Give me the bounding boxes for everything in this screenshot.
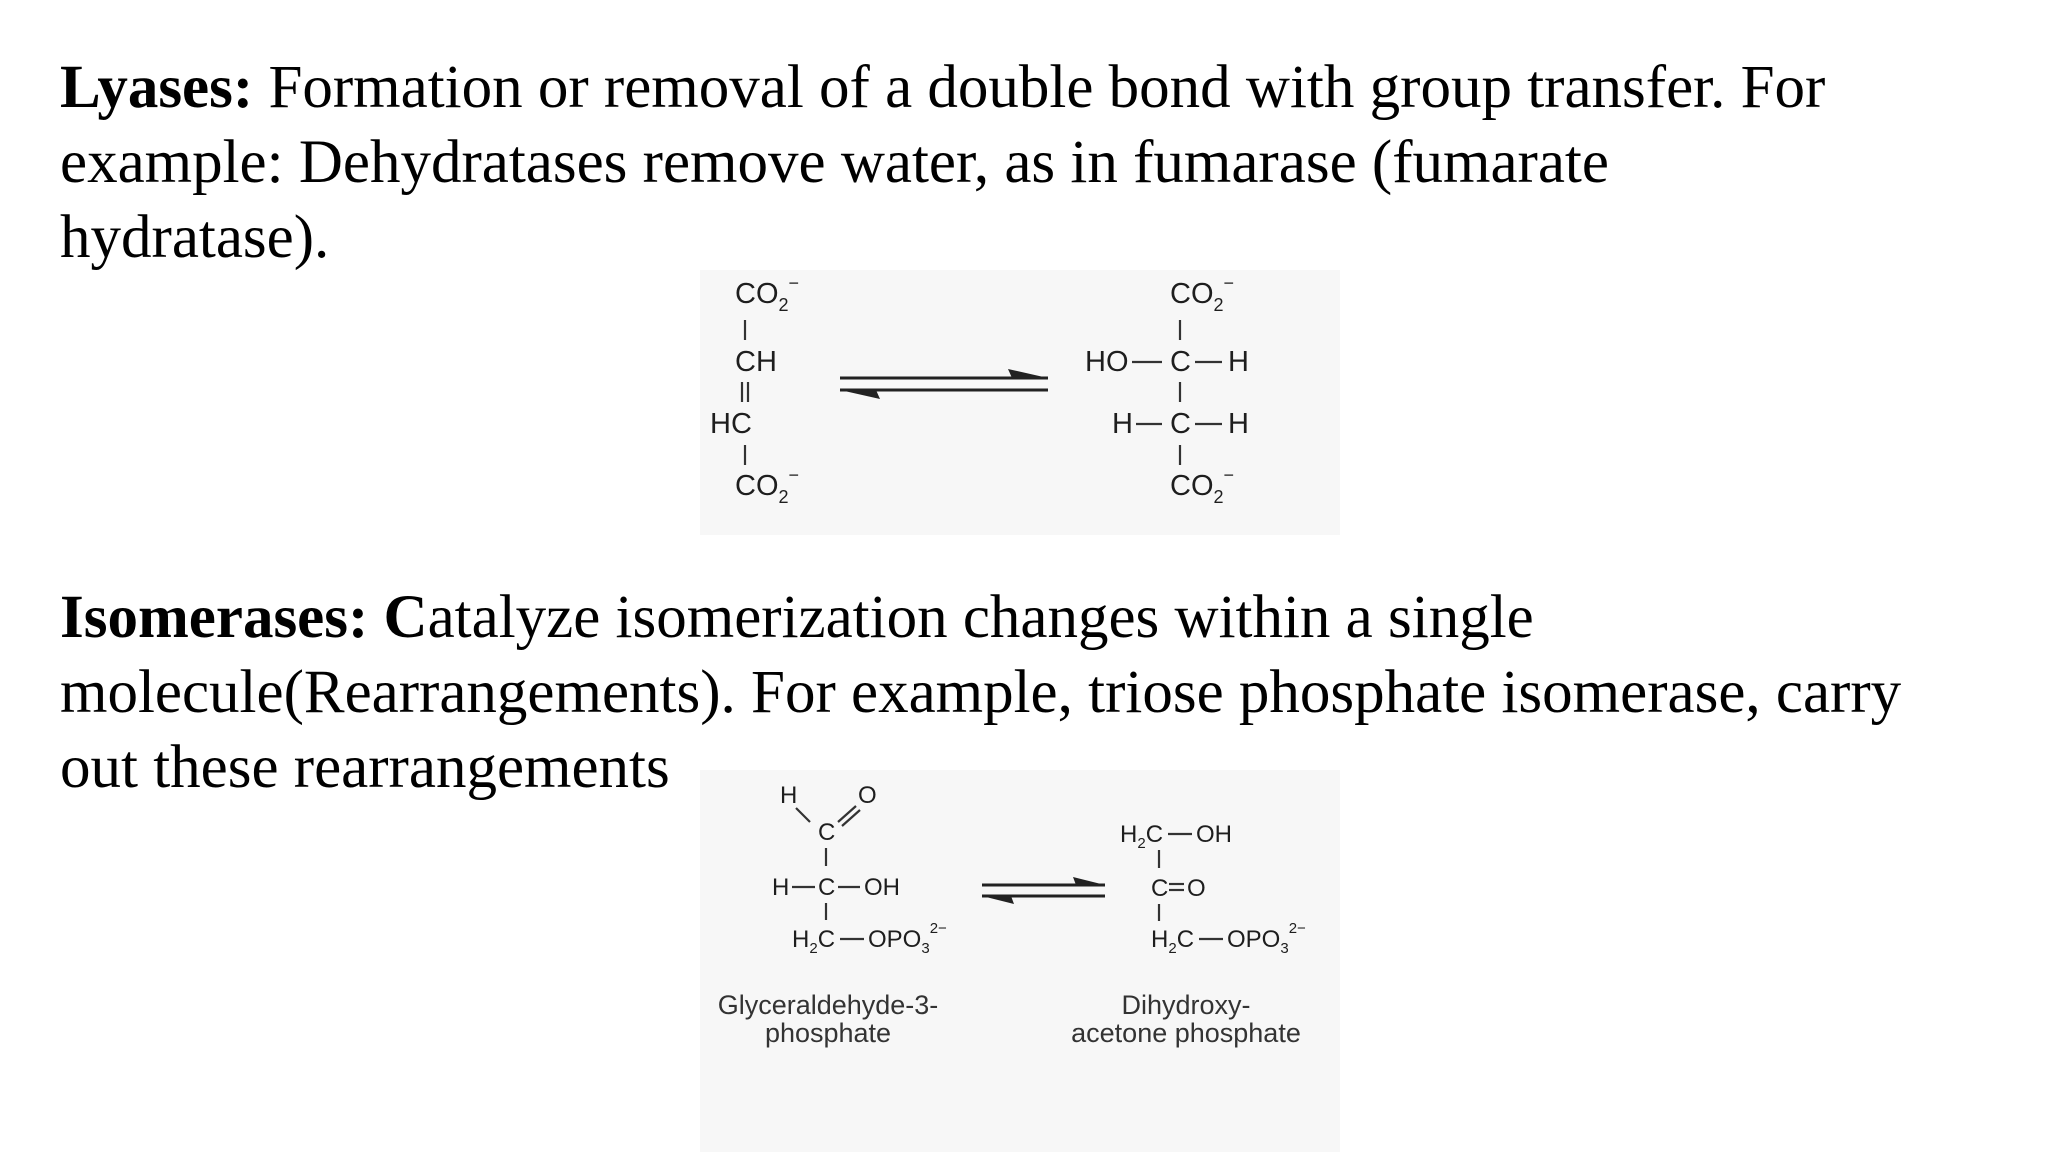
isomerases-line-1	[60, 580, 2020, 655]
malate-structure	[1085, 273, 1249, 507]
dhap-caption-2: acetone phosphate	[1071, 1018, 1301, 1048]
lyases-paragraph	[60, 50, 2020, 275]
dhap-phosphate: $OPO_3^{2-}$	[1227, 920, 1306, 957]
g3p-aldehyde-h: H	[780, 782, 798, 809]
malate-h1: H	[1228, 346, 1249, 378]
g3p-double-bond-b	[842, 810, 860, 826]
malate-bottom-co2: $CO_2^-$	[1170, 465, 1235, 507]
dhap-oh: OH	[1196, 821, 1232, 848]
dhap-structure	[1071, 821, 1306, 1048]
fumarate-ch: CH	[735, 346, 777, 378]
fumarate-hc: HC	[710, 408, 752, 440]
lyases-line-2: example: Dehydratases remove water, as in fumarase (fumarate	[60, 129, 1609, 196]
g3p-caption-1: Glyceraldehyde-3-	[717, 990, 939, 1020]
isomerases-heading: Isomerases: C	[60, 584, 428, 651]
dhap-ch2: $H_2C$	[1120, 821, 1164, 852]
fumarate-top-co2: $CO_2^-$	[735, 273, 800, 315]
g3p-phosphate: $OPO_3^{2-}$	[868, 920, 947, 957]
lyases-heading: Lyases:	[60, 54, 254, 121]
g3p-mid-h: H	[772, 874, 790, 901]
isomerases-line-3: out these rearrangements	[60, 734, 670, 801]
malate-ho: HO	[1085, 346, 1129, 378]
fumarase-reaction-figure	[700, 270, 1340, 535]
dhap-o: O	[1187, 875, 1206, 902]
fumarate-structure	[710, 273, 799, 507]
g3p-c2: C	[818, 874, 836, 901]
triose-isomerase-figure	[700, 770, 1340, 1152]
equilibrium-arrow-2	[982, 877, 1105, 904]
dhap-low-ch2: $H_2C$	[1151, 926, 1195, 957]
equilibrium-arrow-1	[840, 369, 1048, 399]
lyases-text-1: Formation or removal of a double bond with group transfer. For	[253, 54, 1826, 121]
malate-h2-left: H	[1112, 408, 1133, 440]
g3p-bond-h	[796, 808, 810, 822]
g3p-double-bond-a	[838, 806, 856, 822]
malate-top-co2: $CO_2^-$	[1170, 273, 1235, 315]
g3p-c1: C	[818, 819, 836, 846]
g3p-oh: OH	[864, 874, 900, 901]
g3p-caption-2: phosphate	[764, 1018, 892, 1048]
g3p-aldehyde-o: O	[858, 782, 877, 809]
malate-h3: H	[1228, 408, 1249, 440]
dhap-c2: C	[1151, 875, 1169, 902]
lyases-line-1	[60, 50, 2020, 125]
malate-c2: C	[1170, 408, 1191, 440]
glyceraldehyde-structure	[718, 782, 947, 1048]
isomerases-text-1: atalyze isomerization changes within a single	[427, 584, 1534, 651]
g3p-ch2: $H_2C$	[792, 926, 836, 957]
fumarate-bottom-co2: $CO_2^-$	[735, 465, 800, 507]
dhap-caption-1: Dihydroxy-	[1121, 990, 1251, 1020]
malate-c1: C	[1170, 346, 1191, 378]
isomerases-line-2: molecule(Rearrangements). For example, triose phosphate isomerase, carry	[60, 659, 1902, 726]
lyases-line-3: hydratase).	[60, 204, 330, 271]
